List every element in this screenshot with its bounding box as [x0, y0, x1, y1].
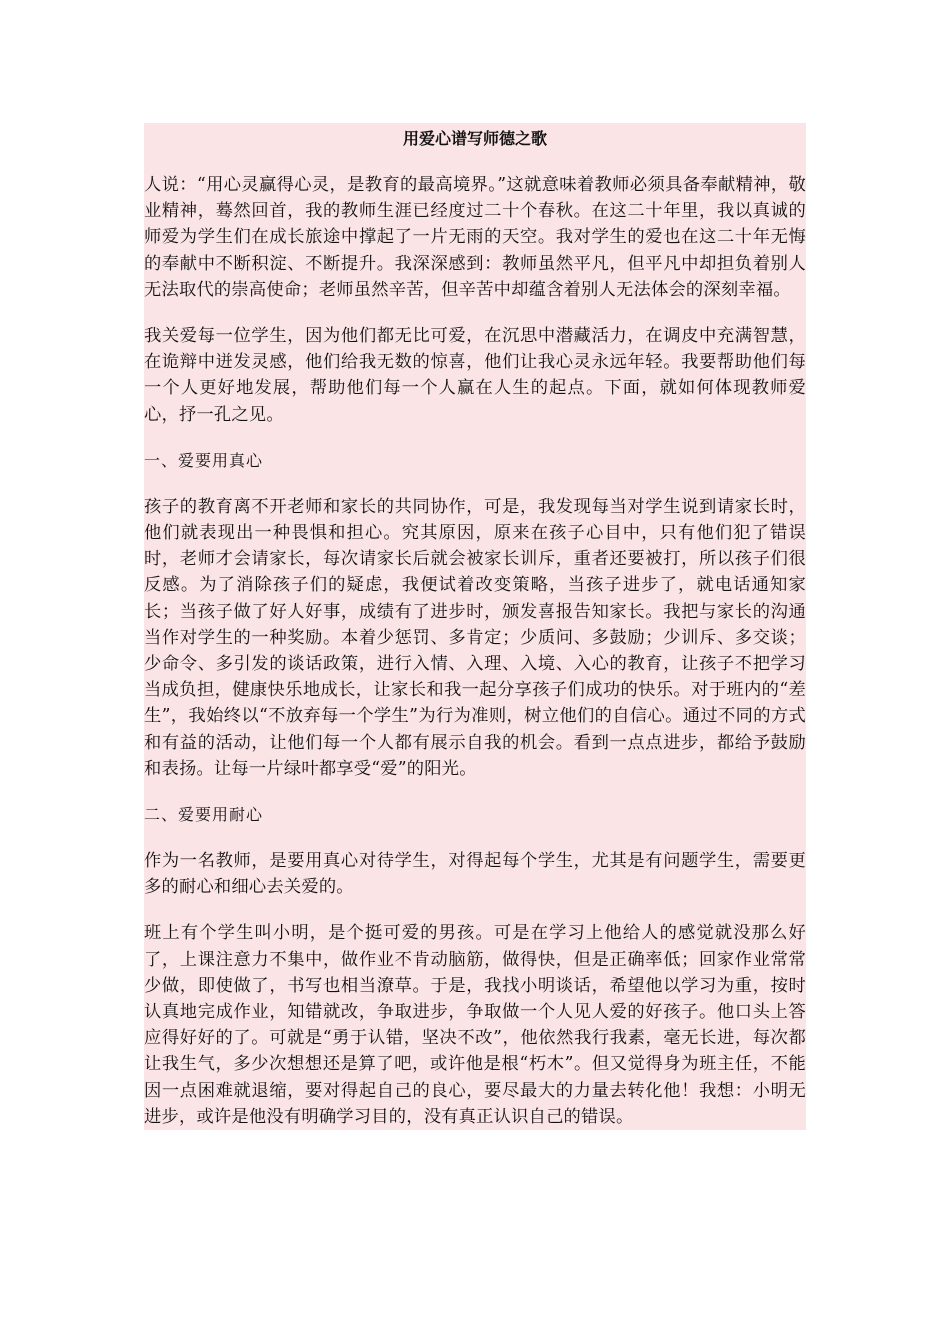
spacer: [144, 428, 806, 448]
paragraph-xiaoming: 班上有个学生叫小明，是个挺可爱的男孩。可是在学习上他给人的感觉就没那么好了，上课注意力不集中，做作业不肯动脑筋，做得快，但是正确率低；回家作业常常少做，即使做了，书写也相当潦草。于是，我找小明谈话，希望他以学习为重，按时认真地完成作业，知错就改，争取进步，争取做一个人见人爱的好孩子。他口头上答应得好好的了。可就是“勇于认错，坚决不改”，他依然我行我素，毫无长进，每次都让我生气，多少次想想还是算了吧，或许他是根“朽木”。但又觉得身为班主任，不能因一点困难就退缩，要对得起自己的良心，要尽最大的力量去转化他！我想：小明无进步，或许是他没有明确学习目的，没有真正认识自己的错误。: [144, 923, 806, 1127]
spacer: [144, 474, 806, 494]
spacer: [144, 303, 806, 323]
spacer: [144, 152, 806, 172]
document-body: [144, 123, 806, 1130]
document-title: 用爱心谱写师德之歌: [402, 129, 547, 148]
spacer: [144, 900, 806, 920]
paragraph-intro: 人说：“用心灵赢得心灵，是教育的最高境界。”这就意味着教师必须具备奉献精神，敬业精神，蓦然回首，我的教师生涯已经度过二十个春秋。在这二十年里，我以真诚的师爱为学生们在成长旅途中撑起了一片无雨的天空。我对学生的爱也在这二十年无悔的奉献中不断积淀、不断提升。我深深感到：教师虽然平凡，但平凡中却担负着别人无法取代的崇高使命；老师虽然辛苦，但辛苦中却蕴含着别人无法体会的深刻幸福。: [144, 175, 806, 300]
paragraph-parents: 孩子的教育离不开老师和家长的共同协作，可是，我发现每当对学生说到请家长时，他们就表现出一种畏惧和担心。究其原因，原来在孩子心目中，只有他们犯了错误时，老师才会请家长，每次请家长后就会被家长训斥，重者还要被打，所以孩子们很反感。为了消除孩子们的疑虑，我便试着改变策略，当孩子进步了，就电话通知家长；当孩子做了好人好事，成绩有了进步时，颁发喜报告知家长。我把与家长的沟通当作对学生的一种奖励。本着少惩罚、多肯定；少质问、多鼓励；少训斥、多交谈；少命令、多引发的谈话政策，进行入情、入理、入境、入心的教育，让孩子不把学习当成负担，健康快乐地成长，让家长和我一起分享孩子们成功的快乐。对于班内的“差生”，我始终以“不放弃每一个学生”为行为准则，树立他们的自信心。通过不同的方式和有益的活动，让他们每一个人都有展示自我的机会。看到一点点进步，都给予鼓励和表扬。让每一片绿叶都享受“爱”的阳光。: [144, 496, 806, 779]
section-heading-2: 二、爱要用耐心: [144, 805, 264, 825]
section-heading-1: 一、爱要用真心: [144, 450, 264, 470]
paragraph-love-students: 我关爱每一位学生，因为他们都无比可爱，在沉思中潜藏活力，在调皮中充满智慧，在诡辩中迸发灵感，他们给我无数的惊喜，他们让我心灵永远年轻。我要帮助他们每一个人更好地发展，帮助他们每一个人赢在人生的起点。下面，就如何体现教师爱心，抒一孔之见。: [144, 326, 806, 425]
spacer: [144, 782, 806, 802]
spacer: [144, 828, 806, 848]
paragraph-patience: 作为一名教师，是要用真心对待学生，对得起每个学生，尤其是有问题学生，需要更多的耐心和细心去关爱的。: [144, 851, 806, 898]
